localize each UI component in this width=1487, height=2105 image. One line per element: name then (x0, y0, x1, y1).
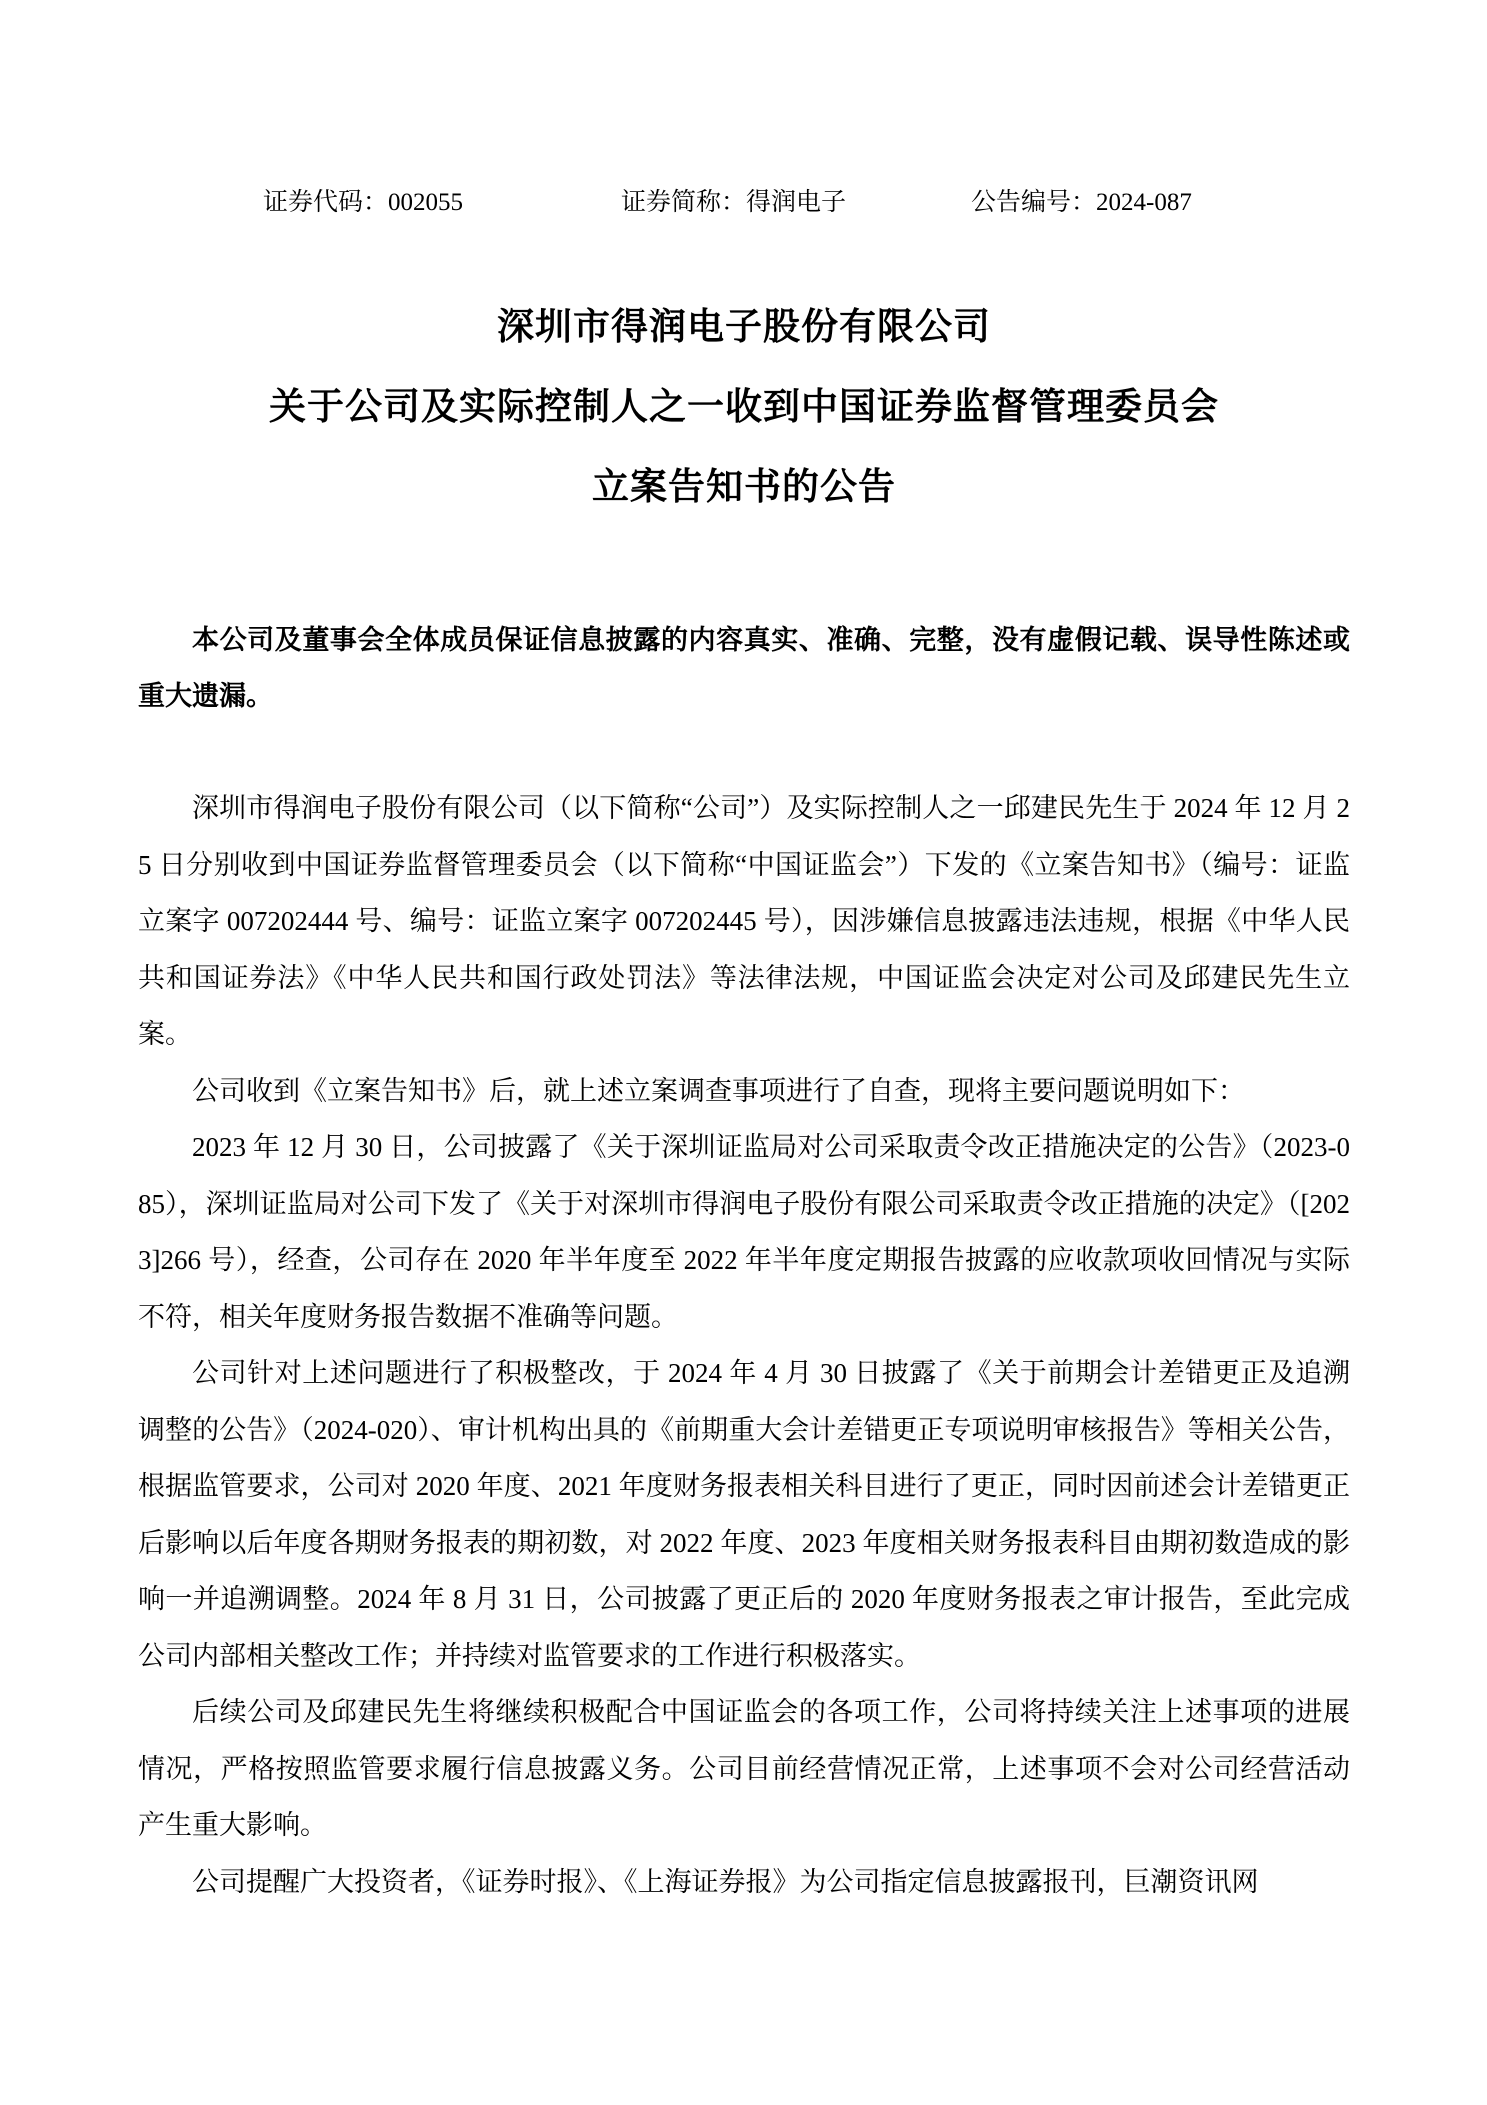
document-title-line-company: 深圳市得润电子股份有限公司 (497, 307, 991, 348)
securities-info-row (138, 186, 1350, 220)
paragraph-corrective-order: 2023 年 12 月 30 日，公司披露了《关于深圳证监局对公司采取责令改正措施决定的公告》（2023-085），深圳证监局对公司下发了《关于对深圳市得润电子股份有限公司采取责令改正措施的决定》（[2023]266 号），经查，公司存在 2020 年半年度至 2022 年半年度定期报告披露的应收款项收回情况与实际不符，相关年度财务报告数据不准确等问题。 (138, 1132, 1350, 1332)
announcement-number-label: 公告编号：2024-087 (971, 189, 1192, 216)
document-title-line-notice: 立案告知书的公告 (592, 467, 896, 508)
paragraph-filing-notice: 深圳市得润电子股份有限公司（以下简称“公司”）及实际控制人之一邱建民先生于 2024 年 12 月 25 日分别收到中国证券监督管理委员会（以下简称“中国证监会”）下发的《立案告知书》（编号：证监立案字 007202444 号、编号：证监立案字 007202445 号），因涉嫌信息披露违法违规，根据《中华人民共和国证券法》《中华人民共和国行政处罚法》等法律法规，中国证监会决定对公司及邱建民先生立案。 (138, 793, 1350, 1049)
document-title (138, 288, 1350, 528)
paragraph-follow-up: 后续公司及邱建民先生将继续积极配合中国证监会的各项工作，公司将持续关注上述事项的进展情况，严格按照监管要求履行信息披露义务。公司目前经营情况正常，上述事项不会对公司经营活动产生重大影响。 (138, 1697, 1350, 1840)
paragraph-rectification: 公司针对上述问题进行了积极整改，于 2024 年 4 月 30 日披露了《关于前期会计差错更正及追溯调整的公告》（2024-020）、审计机构出具的《前期重大会计差错更正专项说明审核报告》等相关公告，根据监管要求，公司对 2020 年度、2021 年度财务报表相关科目进行了更正，同时因前述会计差错更正后影响以后年度各期财务报表的期初数，对 2022 年度、2023 年度相关财务报表科目由期初数造成的影响一并追溯调整。2024 年 8 月 31 日，公司披露了更正后的 2020 年度财务报表之审计报告，至此完成公司内部相关整改工作；并持续对监管要求的工作进行积极落实。 (138, 1358, 1350, 1671)
stock-code-label: 证券代码：002055 (263, 189, 464, 216)
disclosure-statement: 本公司及董事会全体成员保证信息披露的内容真实、准确、完整，没有虚假记载、误导性陈述或重大遗漏。 (138, 625, 1350, 711)
paragraph-investor-reminder: 公司提醒广大投资者，《证券时报》、《上海证券报》为公司指定信息披露报刊，巨潮资讯网 (192, 1866, 1259, 1897)
document-body (138, 780, 1350, 1910)
document-title-line-subject: 关于公司及实际控制人之一收到中国证券监督管理委员会 (269, 387, 1219, 428)
paragraph-self-inspection: 公司收到《立案告知书》后，就上述立案调查事项进行了自查，现将主要问题说明如下： (192, 1075, 1245, 1106)
stock-short-name-label: 证券简称：得润电子 (621, 189, 847, 216)
